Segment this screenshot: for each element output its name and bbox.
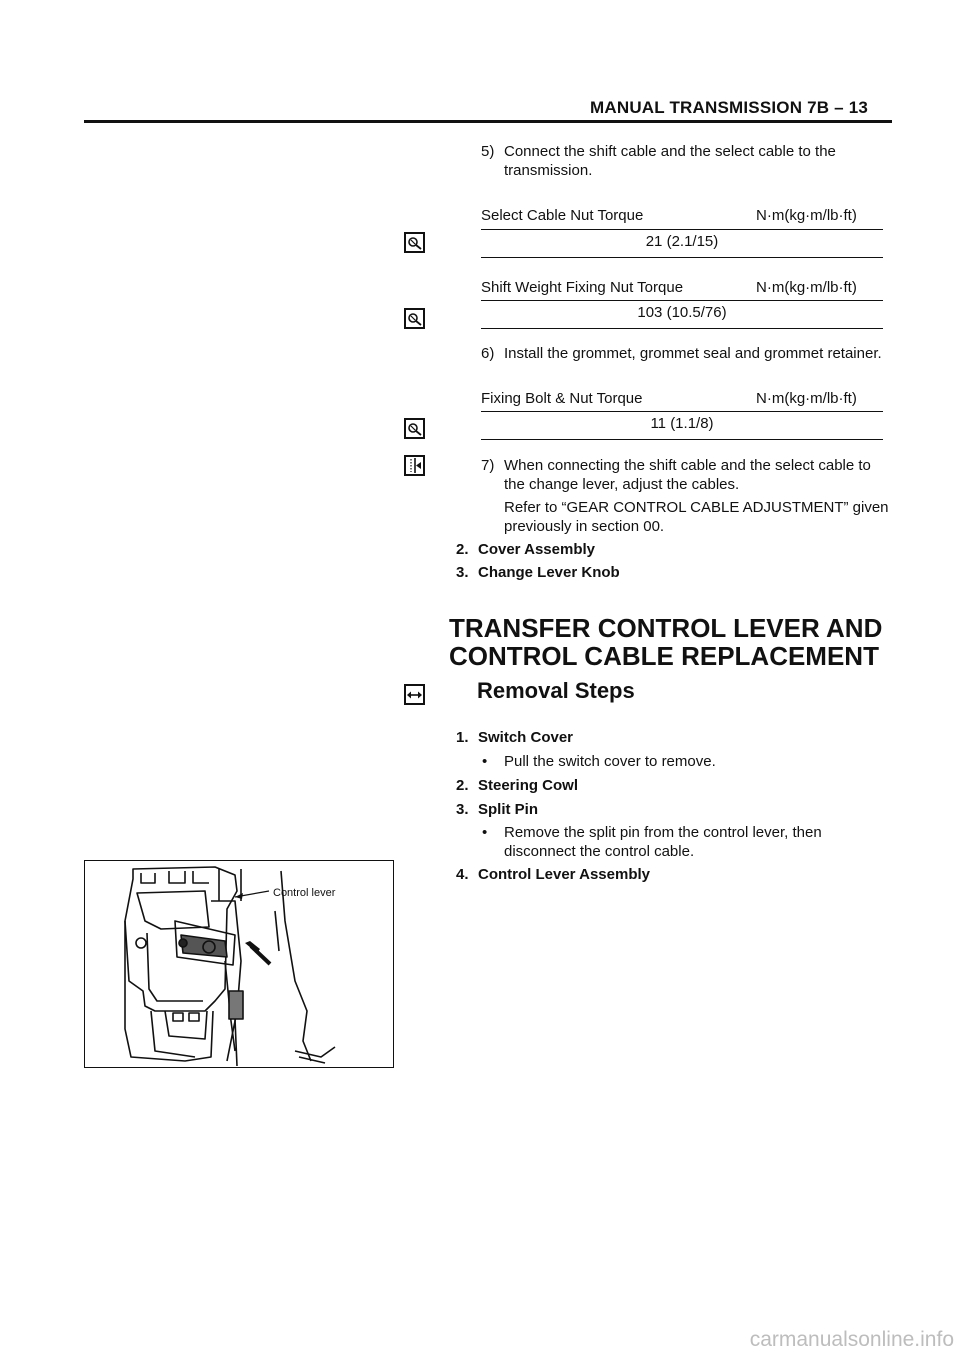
removal-icon [404, 684, 425, 705]
torque-3-unit: N·m(kg·m/lb·ft) [756, 390, 857, 407]
list-item-number: 4. [456, 866, 469, 883]
step-7-text: When connecting the shift cable and the select cable to the change lever, adjust the cables. [504, 457, 871, 493]
list-item-label: Switch Cover [478, 729, 574, 746]
torque-wrench-icon [404, 418, 425, 439]
torque-1-unit: N·m(kg·m/lb·ft) [756, 207, 857, 224]
list-item-number: 3. [456, 801, 469, 818]
list-item-label: Steering Cowl [478, 777, 579, 794]
step-5-text: Connect the shift cable and the select cable to the transmission. [504, 143, 836, 179]
torque-wrench-icon [404, 232, 425, 253]
torque-3-label: Fixing Bolt & Nut Torque [481, 390, 643, 407]
list-item-number: 1. [456, 729, 469, 746]
section-title [449, 614, 882, 670]
list-item-label: Change Lever Knob [478, 564, 620, 581]
torque-1-value: 21 (2.1/15) [645, 233, 719, 250]
list-item-number: 3. [456, 564, 469, 581]
list-item-label: Split Pin [478, 801, 538, 818]
torque-1-label: Select Cable Nut Torque [481, 207, 644, 224]
torque-2-label: Shift Weight Fixing Nut Torque [481, 279, 684, 296]
bullet-text: Remove the split pin from the control lever, then disconnect the control cable. [504, 824, 822, 860]
step-6-number: 6) [481, 345, 495, 362]
removal-steps-title: Removal Steps [477, 678, 635, 703]
page-header: MANUAL TRANSMISSION 7B – 13 [590, 98, 869, 117]
torque-wrench-icon [404, 308, 425, 329]
watermark: carmanualsonline.info [749, 1328, 954, 1351]
step-7-number: 7) [481, 457, 495, 474]
torque-3-top-rule [481, 411, 883, 412]
torque-3-bottom-rule [481, 439, 883, 440]
header-rule [84, 120, 892, 123]
adjust-icon [404, 455, 425, 476]
torque-2-bottom-rule [481, 328, 883, 329]
section-title-line-1: TRANSFER CONTROL LEVER AND [449, 613, 883, 643]
control-lever-figure [84, 860, 394, 1068]
bullet-text: Pull the switch cover to remove. [504, 753, 716, 770]
torque-1-bottom-rule [481, 257, 883, 258]
control-lever-illustration [85, 861, 392, 1066]
list-item-label: Control Lever Assembly [478, 866, 650, 883]
list-item-label: Cover Assembly [478, 541, 595, 558]
list-item-number: 2. [456, 541, 469, 558]
step-5-number: 5) [481, 143, 495, 160]
step-6-text: Install the grommet, grommet seal and grommet retainer. [504, 345, 882, 362]
section-title-line-2: CONTROL CABLE REPLACEMENT [449, 641, 879, 671]
torque-2-unit: N·m(kg·m/lb·ft) [756, 279, 857, 296]
torque-2-top-rule [481, 300, 883, 301]
torque-1-top-rule [481, 229, 883, 230]
bullet-dot: • [482, 824, 488, 841]
list-item-number: 2. [456, 777, 469, 794]
step-7-note: Refer to “GEAR CONTROL CABLE ADJUSTMENT” given previously in section 00. [504, 499, 889, 535]
torque-3-value: 11 (1.1/8) [650, 415, 714, 432]
torque-2-value: 103 (10.5/76) [637, 304, 727, 321]
bullet-dot: • [482, 753, 488, 770]
figure-callout-label: Control lever [273, 887, 336, 899]
